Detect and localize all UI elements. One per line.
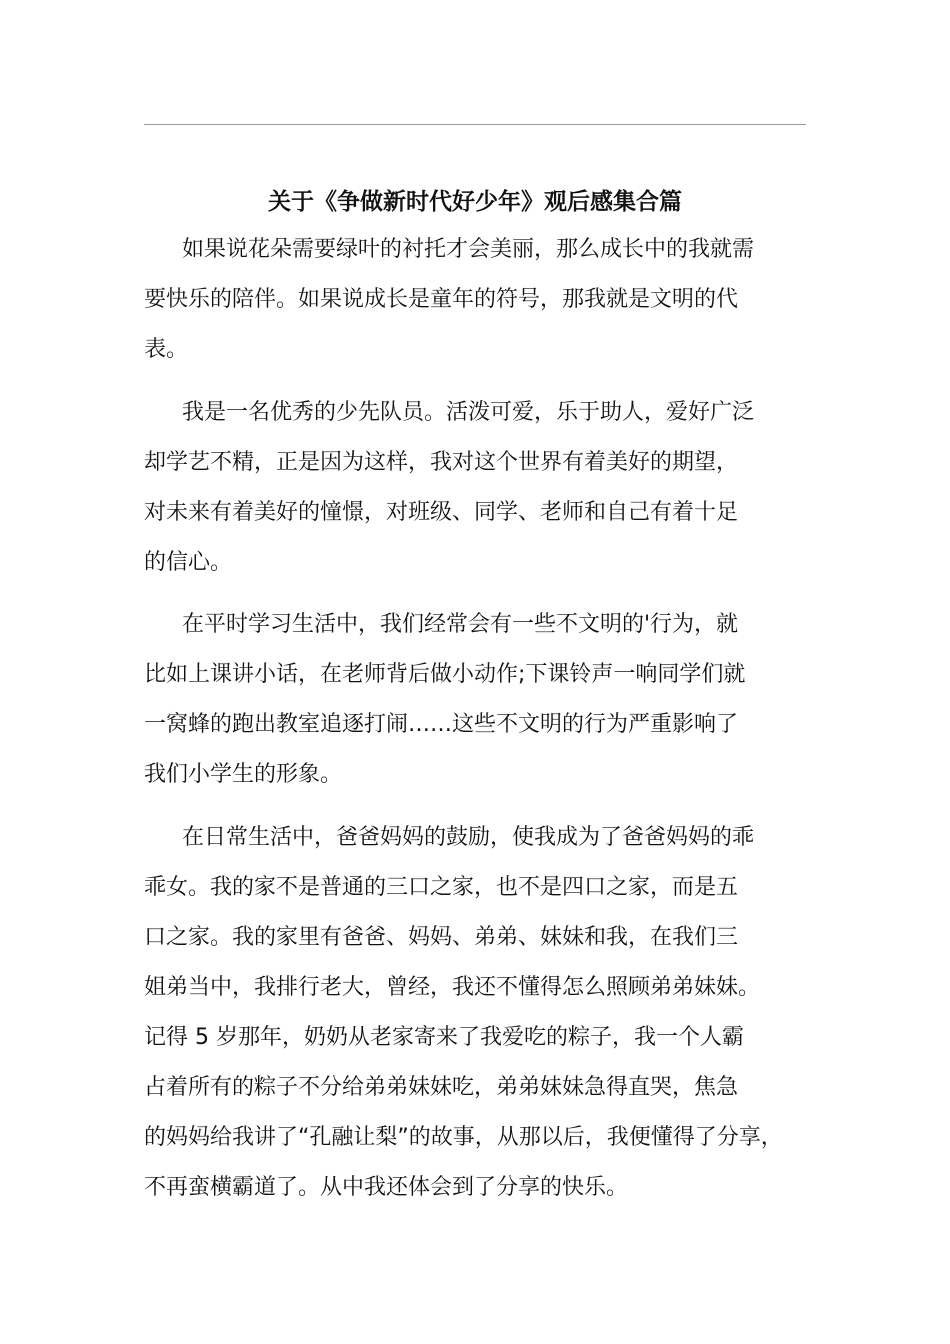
paragraph-4-line-8: 不再蛮横霸道了。从中我还体会到了分享的快乐。 [144, 1175, 629, 1200]
header-rule [144, 124, 806, 125]
paragraph-1-line-1: 如果说花朵需要绿叶的衬托才会美丽，那么成长中的我就需 [182, 237, 755, 262]
paragraph-4-line-1: 在日常生活中，爸爸妈妈的鼓励，使我成为了爸爸妈妈的乖 [182, 825, 755, 850]
paragraph-4-line-7: 的妈妈给我讲了“孔融让梨”的故事，从那以后，我便懂得了分享， [144, 1125, 783, 1150]
paragraph-2-line-2: 却学艺不精，正是因为这样，我对这个世界有着美好的期望， [144, 450, 739, 475]
paragraph-3-line-1: 在平时学习生活中，我们经常会有一些不文明的'行为，就 [182, 612, 739, 637]
document-title: 关于《争做新时代好少年》观后感集合篇 [268, 189, 682, 215]
paragraph-2-line-3: 对未来有着美好的憧憬，对班级、同学、老师和自己有着十足 [144, 500, 739, 525]
paragraph-2-line-4: 的信心。 [144, 550, 233, 575]
paragraph-2-line-1: 我是一名优秀的少先队员。活泼可爱，乐于助人，爱好广泛 [182, 400, 755, 425]
paragraph-3-line-2: 比如上课讲小话，在老师背后做小动作;下课铃声一响同学们就 [144, 662, 746, 687]
paragraph-4-line-5: 记得 5 岁那年，奶奶从老家寄来了我爱吃的粽子，我一个人霸 [144, 1025, 744, 1050]
paragraph-1-line-3: 表。 [144, 337, 189, 362]
paragraph-4-line-3: 口之家。我的家里有爸爸、妈妈、弟弟、妹妹和我，在我们三 [144, 925, 739, 950]
paragraph-4-line-4: 姐弟当中，我排行老大，曾经，我还不懂得怎么照顾弟弟妹妹。 [144, 975, 761, 1000]
paragraph-4-line-6: 占着所有的粽子不分给弟弟妹妹吃，弟弟妹妹急得直哭，焦急 [144, 1075, 739, 1100]
paragraph-1-line-2: 要快乐的陪伴。如果说成长是童年的符号，那我就是文明的代 [144, 287, 739, 312]
paragraph-4-line-2: 乖女。我的家不是普通的三口之家，也不是四口之家，而是五 [144, 875, 739, 900]
paragraph-3-line-4: 我们小学生的形象。 [144, 762, 343, 787]
paragraph-3-line-3: 一窝蜂的跑出教室追逐打闹……这些不文明的行为严重影响了 [144, 712, 739, 737]
